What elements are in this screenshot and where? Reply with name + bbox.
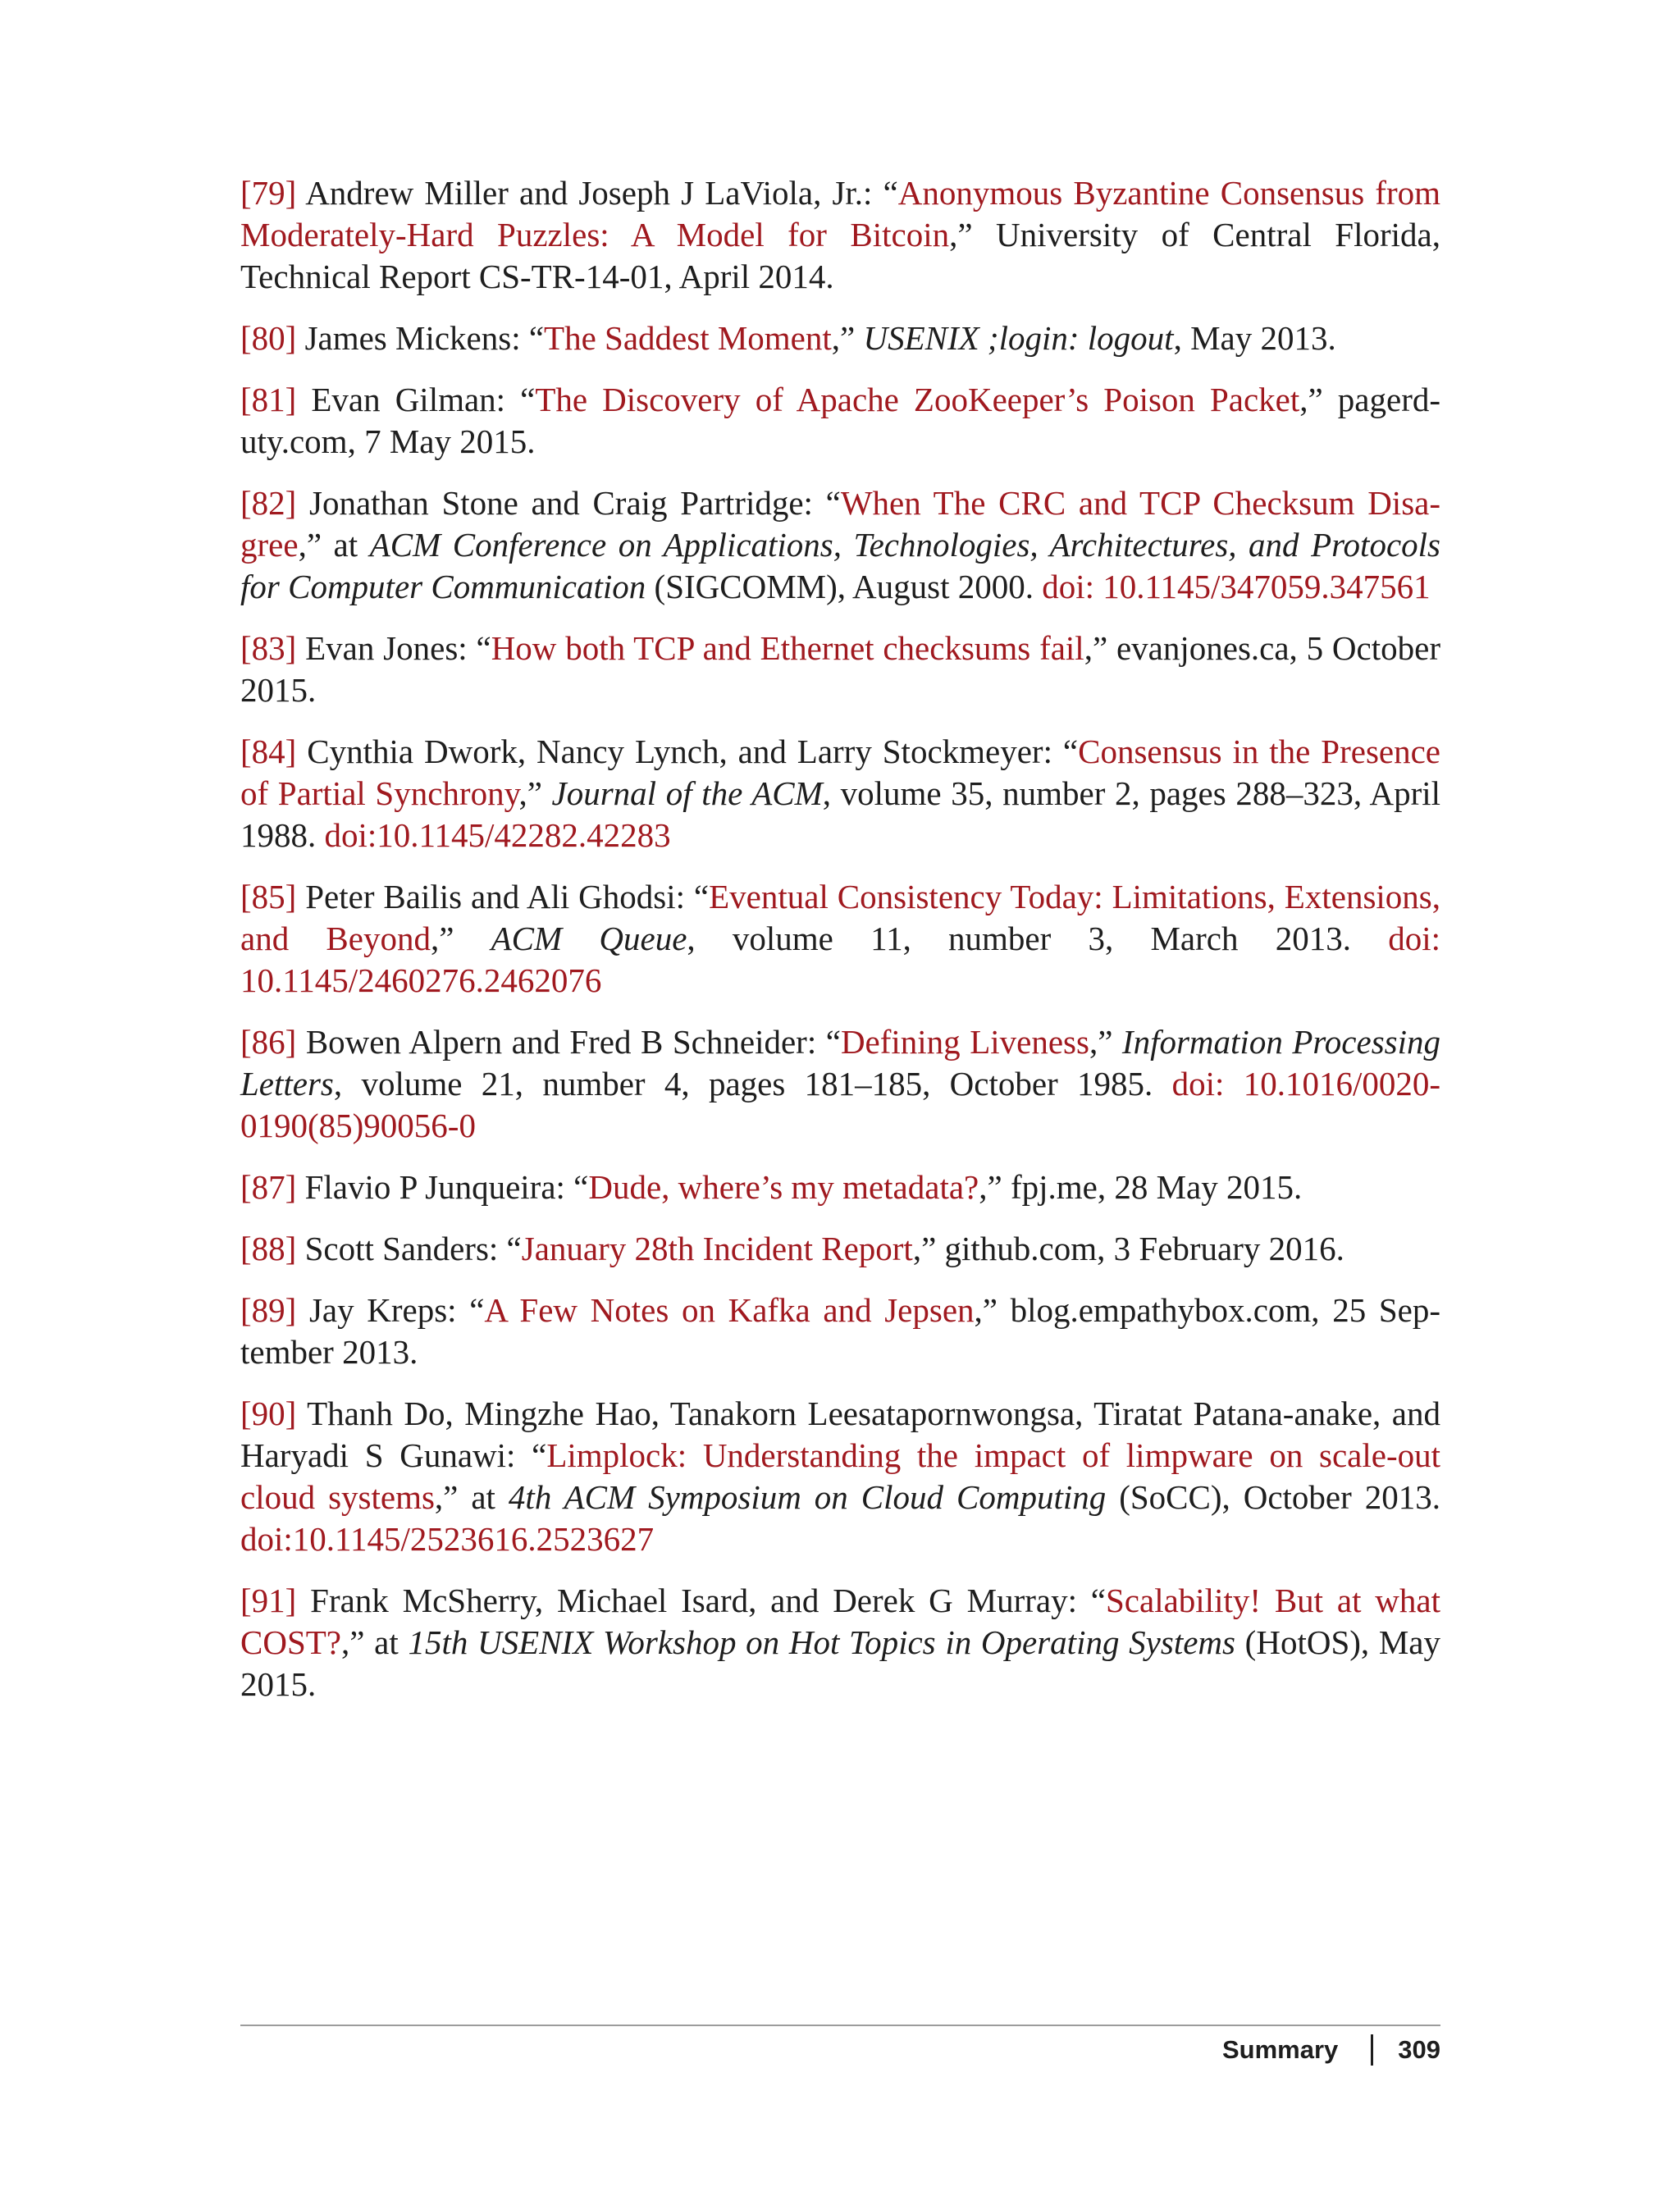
reference-text: Evan Gilman: “ — [296, 381, 536, 418]
reference-number-link[interactable]: [81] — [240, 381, 297, 418]
reference-venue: 15th USENIX Workshop on Hot Topics in Operating Systems — [408, 1623, 1235, 1661]
reference-number-link[interactable]: [82] — [240, 484, 297, 522]
reference-text: Bowen Alpern and Fred B Schneider: “ — [296, 1023, 841, 1061]
reference-entry — [240, 731, 1440, 856]
reference-link[interactable]: Defining Liveness — [840, 1023, 1089, 1061]
reference-text: (HotOS), May 2015. — [240, 1623, 1441, 1703]
reference-text: , volume 11, number 3, March 2013. — [687, 920, 1389, 957]
reference-text: ,” — [831, 319, 864, 357]
reference-text: James Mickens: “ — [296, 319, 545, 357]
reference-number-link[interactable]: [87] — [240, 1168, 297, 1206]
reference-list — [240, 172, 1440, 1725]
page-footer — [1222, 2034, 1440, 2066]
reference-venue: USENIX ;login: logout — [863, 319, 1174, 357]
reference-text: ,” University of Central Florida, Technical Report CS-TR-14-01, April 2014. — [240, 216, 1440, 295]
reference-entry — [240, 628, 1440, 711]
reference-text: Flavio P Junqueira: “ — [296, 1168, 589, 1206]
reference-text: ,” at — [341, 1623, 409, 1661]
reference-link[interactable]: doi: 10.1016/0020-0190(85)90056-0 — [240, 1065, 1441, 1144]
reference-number-link[interactable]: [84] — [240, 733, 297, 770]
reference-text: Thanh Do, Mingzhe Hao, Tanakorn Leesatapornwongsa, Tiratat Patana-anake, and Haryadi S Gunawi: “ — [240, 1395, 1440, 1474]
reference-text: (SoCC), October 2013. — [1106, 1478, 1441, 1516]
reference-link[interactable]: doi:10.1145/2523616.2523627 — [240, 1520, 655, 1558]
footer-divider — [240, 2025, 1440, 2026]
reference-link[interactable]: How both TCP and Ethernet checksums fail — [491, 629, 1084, 667]
reference-entry — [240, 172, 1440, 298]
reference-text: Peter Bailis and Ali Ghodsi: “ — [296, 878, 710, 915]
reference-text: ,” pagerduty.com, 7 May 2015. — [240, 381, 1441, 460]
reference-entry — [240, 1580, 1440, 1705]
reference-number-link[interactable]: [91] — [240, 1582, 297, 1619]
reference-text: Evan Jones: “ — [296, 629, 491, 667]
reference-link[interactable]: The Discovery of Apache ZooKeeper’s Poison Packet — [535, 381, 1300, 418]
reference-text: , volume 35, number 2, pages 288–323, April 1988. — [240, 774, 1440, 854]
reference-number-link[interactable]: [88] — [240, 1230, 297, 1267]
reference-link[interactable]: Dude, where’s my metadata? — [588, 1168, 979, 1206]
footer-separator — [1371, 2034, 1373, 2066]
reference-text: Frank McSherry, Michael Isard, and Derek G Murray: “ — [296, 1582, 1106, 1619]
reference-number-link[interactable]: [79] — [240, 174, 297, 212]
reference-link[interactable]: doi:10.1145/42282.42283 — [324, 816, 671, 854]
reference-number-link[interactable]: [80] — [240, 319, 297, 357]
reference-text: Jonathan Stone and Craig Partridge: “ — [296, 484, 841, 522]
reference-text: Cynthia Dwork, Nancy Lynch, and Larry Stockmeyer: “ — [296, 733, 1079, 770]
reference-link[interactable]: January 28th Incident Report — [521, 1230, 913, 1267]
reference-link[interactable]: Consensus in the Presence of Partial Synchrony — [240, 733, 1440, 812]
reference-text: ,” fpj.me, 28 May 2015. — [979, 1168, 1303, 1206]
reference-venue: ACM Conference on Applications, Technologies, Architectures, and Protocols for Computer Communication — [240, 526, 1440, 605]
reference-text: ,” github.com, 3 February 2016. — [912, 1230, 1344, 1267]
reference-text: ,” — [430, 920, 491, 957]
reference-number-link[interactable]: [89] — [240, 1291, 297, 1329]
reference-text: Andrew Miller and Joseph J LaViola, Jr.: “ — [296, 174, 898, 212]
reference-link[interactable]: Limplock: Understanding the impact of limpware on scale-out cloud systems — [240, 1436, 1440, 1516]
reference-text: ,” — [1089, 1023, 1122, 1061]
reference-venue: ACM Queue — [491, 920, 687, 957]
reference-venue: 4th ACM Symposium on Cloud Computing — [508, 1478, 1107, 1516]
reference-entry — [240, 317, 1440, 359]
reference-number-link[interactable]: [90] — [240, 1395, 297, 1432]
reference-text: ,” evanjones.ca, 5 October 2015. — [240, 629, 1440, 709]
reference-number-link[interactable]: [86] — [240, 1023, 297, 1061]
reference-link[interactable]: doi: 10.1145/2460276.2462076 — [240, 920, 1440, 999]
reference-venue: Information Processing Letters — [240, 1023, 1441, 1102]
reference-text: , volume 21, number 4, pages 181–185, October 1985. — [333, 1065, 1172, 1102]
reference-text: ,” at — [434, 1478, 509, 1516]
reference-link[interactable]: When The CRC and TCP Checksum Disagree — [240, 484, 1441, 564]
reference-link[interactable]: The Saddest Moment — [544, 319, 832, 357]
reference-text: Jay Kreps: “ — [296, 1291, 485, 1329]
reference-link[interactable]: A Few Notes on Kafka and Jepsen — [484, 1291, 975, 1329]
reference-entry — [240, 876, 1440, 1002]
reference-entry — [240, 1228, 1440, 1270]
reference-text: , May 2013. — [1173, 319, 1336, 357]
reference-entry — [240, 1290, 1440, 1373]
reference-text: ,” at — [298, 526, 370, 564]
reference-entry — [240, 1021, 1440, 1147]
page-number: 309 — [1398, 2035, 1440, 2064]
reference-link[interactable]: Anonymous Byzantine Consensus from Moderately-Hard Puzzles: A Model for Bitcoin — [240, 174, 1440, 253]
reference-link[interactable]: doi: 10.1145/347059.347561 — [1042, 568, 1431, 605]
reference-venue: Journal of the ACM — [551, 774, 823, 812]
reference-number-link[interactable]: [83] — [240, 629, 297, 667]
reference-link[interactable]: Eventual Consistency Today: Limitations, Extensions, and Beyond — [240, 878, 1440, 957]
reference-link[interactable]: Scalability! But at what COST? — [240, 1582, 1441, 1661]
reference-entry — [240, 379, 1440, 463]
reference-text: (SIGCOMM), August 2000. — [646, 568, 1043, 605]
reference-entry — [240, 482, 1440, 608]
reference-entry — [240, 1393, 1440, 1560]
reference-text: ,” — [518, 774, 552, 812]
footer-section-title: Summary — [1221, 2035, 1339, 2064]
reference-entry — [240, 1166, 1440, 1208]
reference-number-link[interactable]: [85] — [240, 878, 297, 915]
reference-text: Scott Sanders: “ — [296, 1230, 522, 1267]
reference-text: ,” blog.empathybox.com, 25 September 2013. — [240, 1291, 1440, 1371]
